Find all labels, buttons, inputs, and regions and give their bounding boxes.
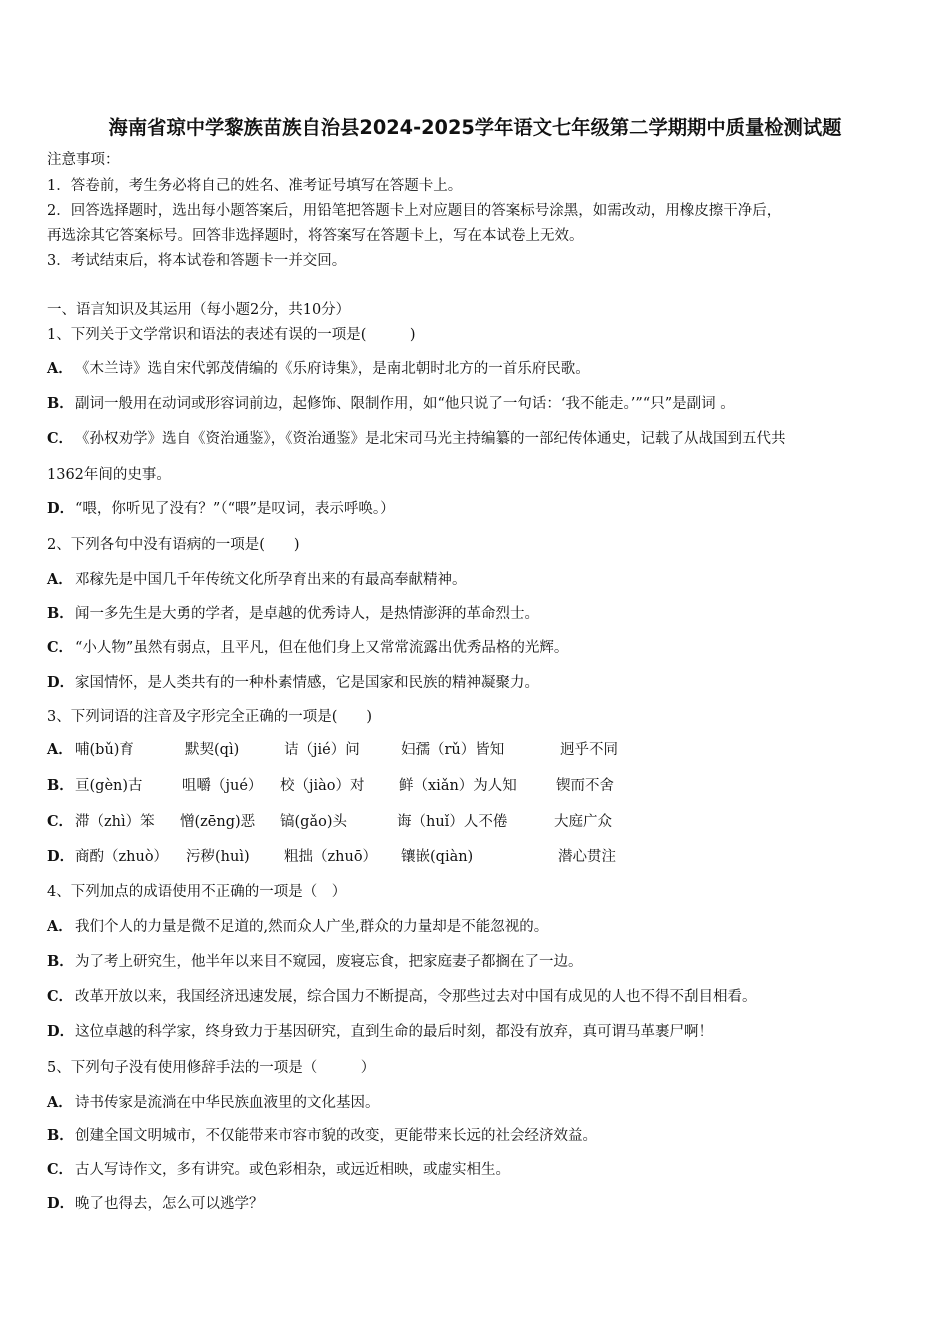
page-title: 海南省琼中学黎族苗族自治县2024-2025学年语文七年级第二学期期中质量检测试题 bbox=[108, 116, 842, 139]
word-cell: 迥乎不同 bbox=[560, 742, 618, 758]
option-text: 为了考上研究生，他半年以来目不窥园，废寝忘食，把家庭妻子都搁在了一边。 bbox=[75, 954, 583, 970]
word-cell: 滞（zhì）笨 bbox=[75, 814, 155, 830]
option-continuation bbox=[47, 465, 171, 485]
option-letter: B． bbox=[47, 605, 74, 622]
option-text: “小人物”虽然有弱点，且平凡，但在他们身上又常常流露出优秀品格的光辉。 bbox=[75, 640, 569, 656]
word-cell: 镐(gǎo)头 bbox=[280, 814, 347, 830]
word-cell: 咀嚼（jué） bbox=[182, 778, 263, 794]
option bbox=[47, 638, 568, 658]
question-stem: 5、下列句子没有使用修辞手法的一项是（ ） bbox=[47, 1060, 376, 1076]
word-cell: 镶嵌(qiàn) bbox=[401, 849, 474, 865]
option bbox=[47, 740, 618, 760]
option-text: 邓稼先是中国几千年传统文化所孕育出来的有最高奉献精神。 bbox=[75, 572, 467, 588]
option-text: 古人写诗作文，多有讲究。或色彩相杂，或远近相映，或虚实相生。 bbox=[75, 1162, 510, 1178]
option-text: 家国情怀，是人类共有的一种朴素情感，它是国家和民族的精神凝聚力。 bbox=[75, 675, 539, 691]
option bbox=[47, 359, 590, 379]
option bbox=[47, 604, 539, 624]
notice-item: 2．回答选择题时，选出每小题答案后，用铅笔把答题卡上对应题目的答案标号涂黑，如需改动，用橡皮擦干净后， bbox=[47, 203, 782, 219]
notice-heading: 注意事项： bbox=[47, 152, 120, 168]
option-text: 创建全国文明城市，不仅能带来市容市貌的改变，更能带来长远的社会经济效益。 bbox=[75, 1128, 597, 1144]
word-cell: 商酌（zhuò） bbox=[75, 849, 169, 865]
option-letter: A． bbox=[47, 360, 73, 377]
question-stem: 1、下列关于文学常识和语法的表述有误的一项是( ) bbox=[47, 327, 416, 343]
option bbox=[47, 1126, 597, 1146]
option bbox=[47, 1022, 713, 1042]
word-cell: 潜心贯注 bbox=[558, 849, 616, 865]
option-letter: C． bbox=[47, 813, 74, 830]
option-text: 晚了也得去，怎么可以逃学？ bbox=[75, 1196, 264, 1212]
option bbox=[47, 673, 539, 693]
word-cell: 憎(zēng)恶 bbox=[180, 814, 256, 830]
option-letter: C． bbox=[47, 1161, 74, 1178]
option-letter: C． bbox=[47, 430, 74, 447]
option-text: 《孙权劝学》选自《资治通鉴》，《资治通鉴》是北宋司马光主持编纂的一部纪传体通史，记载了从战国到五代共 bbox=[75, 431, 786, 447]
option-letter: D． bbox=[47, 500, 75, 517]
option bbox=[47, 570, 467, 590]
option-letter: B． bbox=[47, 395, 74, 412]
word-cell: 污秽(huì) bbox=[186, 849, 250, 865]
option bbox=[47, 1093, 380, 1113]
option-letter: B． bbox=[47, 1127, 74, 1144]
option bbox=[47, 812, 612, 832]
option bbox=[47, 1194, 264, 1214]
option-text: 副词一般用在动词或形容词前边，起修饰、限制作用，如“他只说了一句话：‘我不能走。’”“只”是副词 。 bbox=[75, 396, 735, 412]
section-heading: 一、语言知识及其运用（每小题2分，共10分） bbox=[47, 302, 351, 318]
question-stem: 4、下列加点的成语使用不正确的一项是（ ） bbox=[47, 884, 347, 900]
option-letter: A． bbox=[47, 571, 73, 588]
word-cell: 默契(qì) bbox=[185, 742, 240, 758]
word-cell: 哺(bǔ)育 bbox=[75, 742, 134, 758]
option-letter: D． bbox=[47, 1195, 75, 1212]
word-cell: 诘（jié）问 bbox=[284, 742, 360, 758]
word-cell: 大庭广众 bbox=[554, 814, 612, 830]
word-cell: 粗拙（zhuō） bbox=[284, 849, 378, 865]
word-cell: 妇孺（rǔ）皆知 bbox=[401, 742, 505, 758]
option-letter: A． bbox=[47, 918, 73, 935]
option bbox=[47, 394, 735, 414]
option-text: 诗书传家是流淌在中华民族血液里的文化基因。 bbox=[75, 1095, 380, 1111]
word-cell: 亘(gèn)古 bbox=[75, 778, 143, 794]
option bbox=[47, 847, 616, 867]
option-text: 这位卓越的科学家，终身致力于基因研究，直到生命的最后时刻，都没有放弃，真可谓马革裹尸啊！ bbox=[75, 1024, 713, 1040]
word-cell: 诲（huǐ）人不倦 bbox=[397, 814, 508, 830]
option-letter: D． bbox=[47, 674, 75, 691]
option-letter: B． bbox=[47, 953, 74, 970]
option-letter: C． bbox=[47, 988, 74, 1005]
option bbox=[47, 429, 786, 449]
option bbox=[47, 952, 583, 972]
option bbox=[47, 776, 614, 796]
option-text: 1362年间的史事。 bbox=[47, 467, 171, 483]
word-cell: 校（jiào）对 bbox=[280, 778, 365, 794]
option-text: 闻一多先生是大勇的学者，是卓越的优秀诗人，是热情澎湃的革命烈士。 bbox=[75, 606, 539, 622]
notice-item: 再选涂其它答案标号。回答非选择题时，将答案写在答题卡上，写在本试卷上无效。 bbox=[47, 228, 584, 244]
option-letter: D． bbox=[47, 848, 75, 865]
option-letter: A． bbox=[47, 1094, 73, 1111]
option-letter: A． bbox=[47, 741, 73, 758]
word-cell: 锲而不舍 bbox=[556, 778, 614, 794]
notice-item: 1．答卷前，考生务必将自己的姓名、准考证号填写在答题卡上。 bbox=[47, 178, 463, 194]
option bbox=[47, 987, 757, 1007]
question-stem: 3、下列词语的注音及字形完全正确的一项是( ) bbox=[47, 709, 373, 725]
option-text: 改革开放以来，我国经济迅速发展，综合国力不断提高，令那些过去对中国有成见的人也不得不刮目相看。 bbox=[75, 989, 757, 1005]
option-text: 我们个人的力量是微不足道的,然而众人广坐,群众的力量却是不能忽视的。 bbox=[75, 919, 549, 935]
option bbox=[47, 499, 395, 519]
option-letter: C． bbox=[47, 639, 74, 656]
option-text: “喂，你听见了没有？”（“喂”是叹词，表示呼唤。） bbox=[75, 501, 395, 517]
option-text: 《木兰诗》选自宋代郭茂倩编的《乐府诗集》，是南北朝时北方的一首乐府民歌。 bbox=[75, 361, 590, 377]
question-stem: 2、下列各句中没有语病的一项是( ) bbox=[47, 537, 300, 553]
option bbox=[47, 1160, 510, 1180]
word-cell: 鲜（xiǎn）为人知 bbox=[399, 778, 517, 794]
option-letter: B． bbox=[47, 777, 74, 794]
notice-item: 3．考试结束后，将本试卷和答题卡一并交回。 bbox=[47, 253, 347, 269]
option-letter: D． bbox=[47, 1023, 75, 1040]
option bbox=[47, 917, 548, 937]
